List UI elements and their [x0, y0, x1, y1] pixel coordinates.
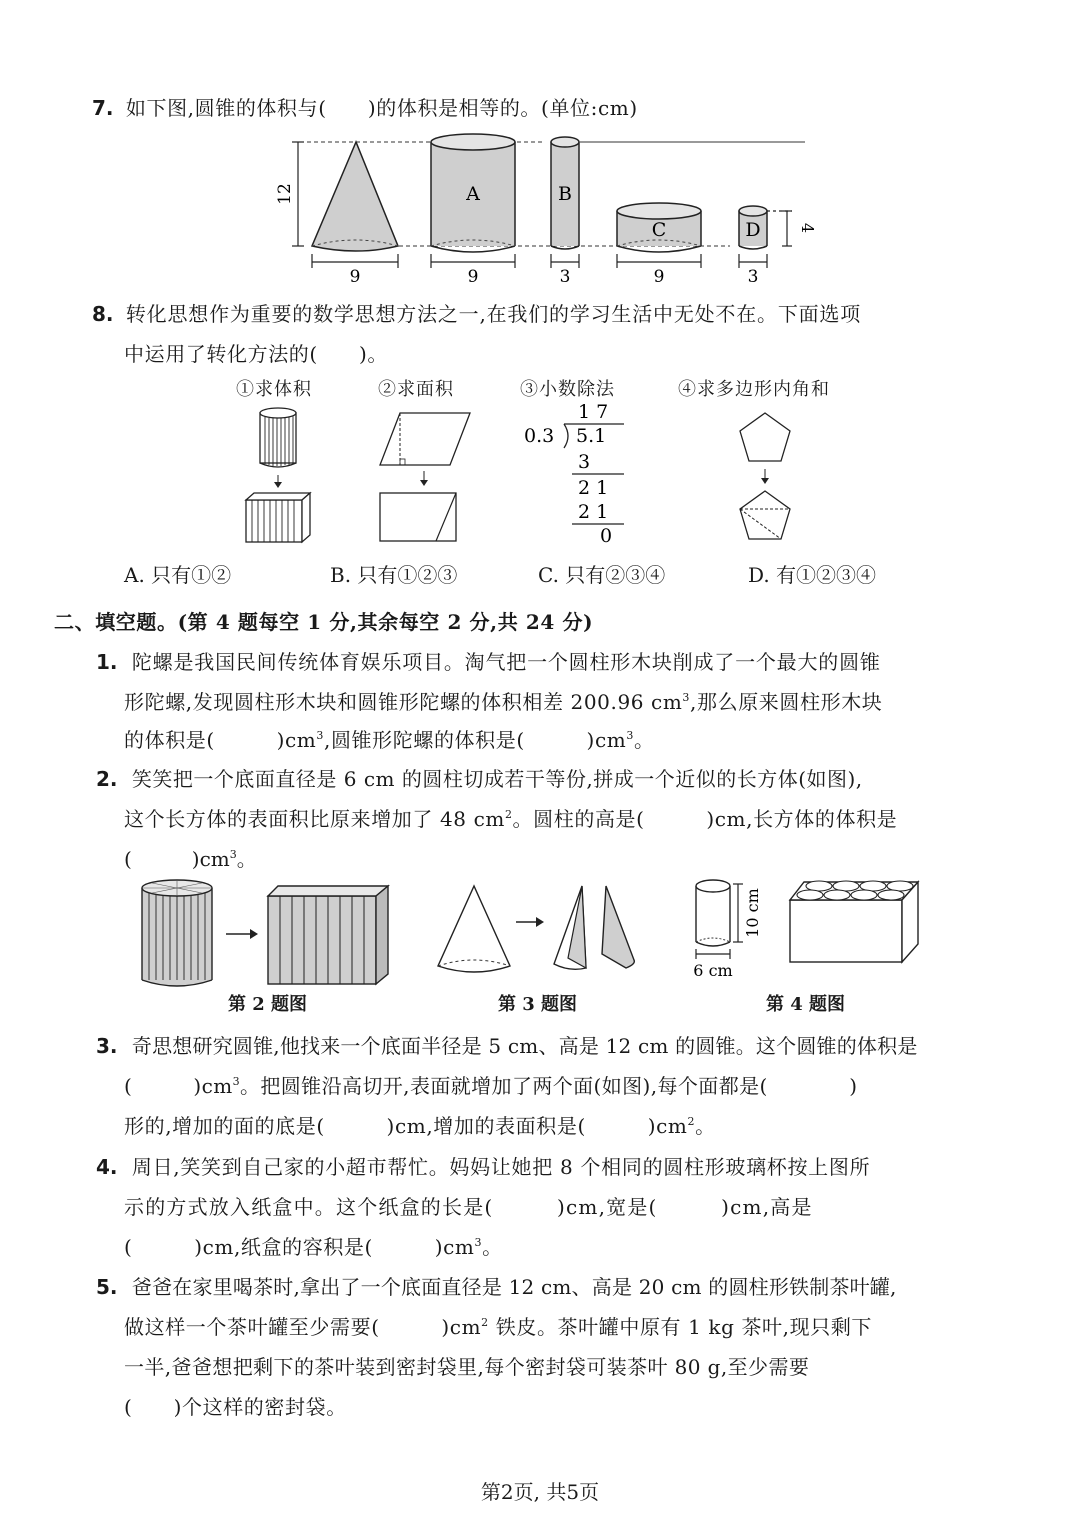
f4-line3-text: ( )cm,纸盒的容积是( )cm	[124, 1235, 475, 1259]
f3-question	[96, 1030, 918, 1059]
d-height-label: 4	[798, 222, 817, 234]
option-4-label: ④求多边形内角和	[678, 379, 830, 400]
question-text-line1: 笑笑把一个底面直径是 6 cm 的圆柱切成若干等份,拼成一个近似的长方体(如图),	[131, 767, 863, 791]
f5-line2: 做这样一个茶叶罐至少需要( )$cm^2$ 铁皮。茶叶罐中原有 1 kg 茶叶,现只剩下	[124, 1315, 873, 1339]
label-d: D	[745, 219, 761, 241]
f3-line3-text-end: 。	[695, 1114, 716, 1138]
question-number: 7.	[92, 96, 114, 120]
question-number: 2.	[96, 767, 118, 791]
f2-line2-text-end: 。圆柱的高是( )cm,长方体的体积是	[512, 807, 898, 831]
question-text-line1: 爸爸在家里喝茶时,拿出了一个底面直径是 12 cm、高是 20 cm 的圆柱形铁制茶叶罐,	[131, 1275, 897, 1299]
width-cone: 9	[349, 267, 361, 287]
option-2-label: ②求面积	[378, 379, 454, 400]
f1-line2-text-end: ,那么原来圆柱形木块	[690, 690, 883, 714]
option-2-figure	[366, 405, 486, 545]
f2-line2: 这个长方体的表面积比原来增加了 48 $cm^2$。圆柱的高是( )cm,长方体的体积是	[124, 807, 898, 831]
question-number: 8.	[92, 302, 114, 326]
f4-line3: ( )cm,纸盒的容积是( )$cm^3$。	[124, 1235, 503, 1259]
question-number: 1.	[96, 650, 118, 674]
option-1-figure	[236, 405, 336, 545]
question-number: 4.	[96, 1155, 118, 1179]
q7-question	[92, 92, 638, 121]
question-text: 如下图,圆锥的体积与( )的体积是相等的。(单位:cm)	[125, 96, 638, 120]
division-divisor: 0.3	[524, 425, 555, 447]
f3-line3: 形的,增加的面的底是( )cm,增加的表面积是( )$cm^2$。	[124, 1114, 716, 1138]
question-number: 5.	[96, 1275, 118, 1299]
question-number: 3.	[96, 1034, 118, 1058]
f2-line2-text: 这个长方体的表面积比原来增加了 48 cm	[124, 807, 505, 831]
f1-line2-text: 形陀螺,发现圆柱形木块和圆锥形陀螺的体积相差 200.96 cm	[124, 690, 683, 714]
q8-question	[92, 298, 861, 327]
choice-d[interactable]: D. 有①②③④	[748, 563, 877, 587]
figure-q2	[130, 878, 400, 988]
f3-line2: ( )$cm^3$。把圆锥沿高切开,表面就增加了两个面(如图),每个面都是( )	[124, 1074, 858, 1098]
option-1-label: ①求体积	[236, 379, 312, 400]
question-text-line1: 周日,笑笑到自己家的小超市帮忙。妈妈让她把 8 个相同的圆柱形玻璃杯按上图所	[131, 1155, 871, 1179]
f5-line2-text: 做这样一个茶叶罐至少需要( )cm	[124, 1315, 482, 1339]
width-d: 3	[747, 267, 759, 287]
caption-q2: 第 2 题图	[228, 994, 308, 1015]
caption-q3: 第 3 题图	[498, 994, 578, 1015]
label-c: C	[651, 219, 667, 241]
f1-question	[96, 646, 881, 675]
f5-line2-text-end: 铁皮。茶叶罐中原有 1 kg 茶叶,现只剩下	[488, 1315, 873, 1339]
page-footer: 第2页, 共5页	[480, 1480, 600, 1504]
f4-line3-text-end: 。	[482, 1235, 503, 1259]
choice-c[interactable]: C. 只有②③④	[538, 563, 666, 587]
division-step3: 2 1	[578, 501, 609, 523]
f2-line3-text: ( )cm	[124, 847, 230, 871]
figure-q3	[430, 878, 670, 988]
f1-line3-text-end: 。	[633, 728, 655, 752]
division-quotient: 1 7	[578, 401, 609, 423]
cone-shape	[312, 142, 398, 251]
section-heading: 二、填空题。(第 4 题每空 1 分,其余每空 2 分,共 24 分)	[54, 610, 594, 634]
f2-line3-text-end: 。	[236, 847, 257, 871]
f3-line3-text: 形的,增加的面的底是( )cm,增加的表面积是( )cm	[124, 1114, 688, 1138]
glass-diameter-label: 6 cm	[693, 961, 733, 980]
division-dividend: 5.1	[576, 425, 607, 447]
f5-question	[96, 1271, 897, 1300]
question-text-line2: 中运用了转化方法的( )。	[124, 342, 389, 366]
question-text-line1: 奇思想研究圆锥,他找来一个底面半径是 5 cm、高是 12 cm 的圆锥。这个圆锥的体积是	[131, 1034, 918, 1058]
question-text-line1: 转化思想作为重要的数学思想方法之一,在我们的学习生活中无处不在。下面选项	[125, 302, 862, 326]
option-4-figure	[728, 405, 808, 545]
question-text-line1: 陀螺是我国民间传统体育娱乐项目。淘气把一个圆柱形木块削成了一个最大的圆锥	[131, 650, 881, 674]
f5-line4: ( )个这样的密封袋。	[124, 1395, 347, 1419]
f3-line2-text-end: 。把圆锥沿高切开,表面就增加了两个面(如图),每个面都是( )	[239, 1074, 858, 1098]
f5-line3: 一半,爸爸想把剩下的茶叶装到密封袋里,每个密封袋可装茶叶 80 g,至少需要	[124, 1355, 810, 1379]
f4-line2: 示的方式放入纸盒中。这个纸盒的长是( )cm,宽是( )cm,高是	[124, 1195, 813, 1219]
caption-q4: 第 4 题图	[766, 994, 846, 1015]
division-remainder: 0	[600, 525, 613, 547]
height-label: 12	[275, 183, 295, 205]
figure-q4	[686, 872, 926, 982]
f1-line2: 形陀螺,发现圆柱形木块和圆锥形陀螺的体积相差 200.96 $cm^3$,那么原来圆柱形木块	[124, 690, 883, 714]
f2-question	[96, 763, 863, 792]
division-step1: 3	[578, 451, 591, 473]
option-3-label: ③小数除法	[520, 379, 615, 400]
f1-line3-text: 的体积是( )cm	[124, 728, 317, 752]
f2-line3: ( )$cm^3$。	[124, 847, 257, 871]
q7-figure	[260, 128, 820, 288]
choice-a[interactable]: A. 只有①②	[124, 563, 232, 587]
division-step2: 2 1	[578, 477, 609, 499]
f4-question	[96, 1151, 870, 1180]
glass-height-label: 10 cm	[743, 888, 762, 938]
label-b: B	[558, 183, 572, 205]
width-b: 3	[559, 267, 571, 287]
option-3-division	[520, 398, 640, 548]
width-c: 9	[653, 267, 665, 287]
f1-line3: 的体积是( )$cm^3$,圆锥形陀螺的体积是( )$cm^3$。	[124, 728, 655, 752]
f1-line3-text-mid: ,圆锥形陀螺的体积是( )cm	[323, 728, 627, 752]
label-a: A	[466, 183, 480, 205]
f3-line2-text: ( )cm	[124, 1074, 233, 1098]
choice-b[interactable]: B. 只有①②③	[330, 563, 458, 587]
width-a: 9	[467, 267, 479, 287]
